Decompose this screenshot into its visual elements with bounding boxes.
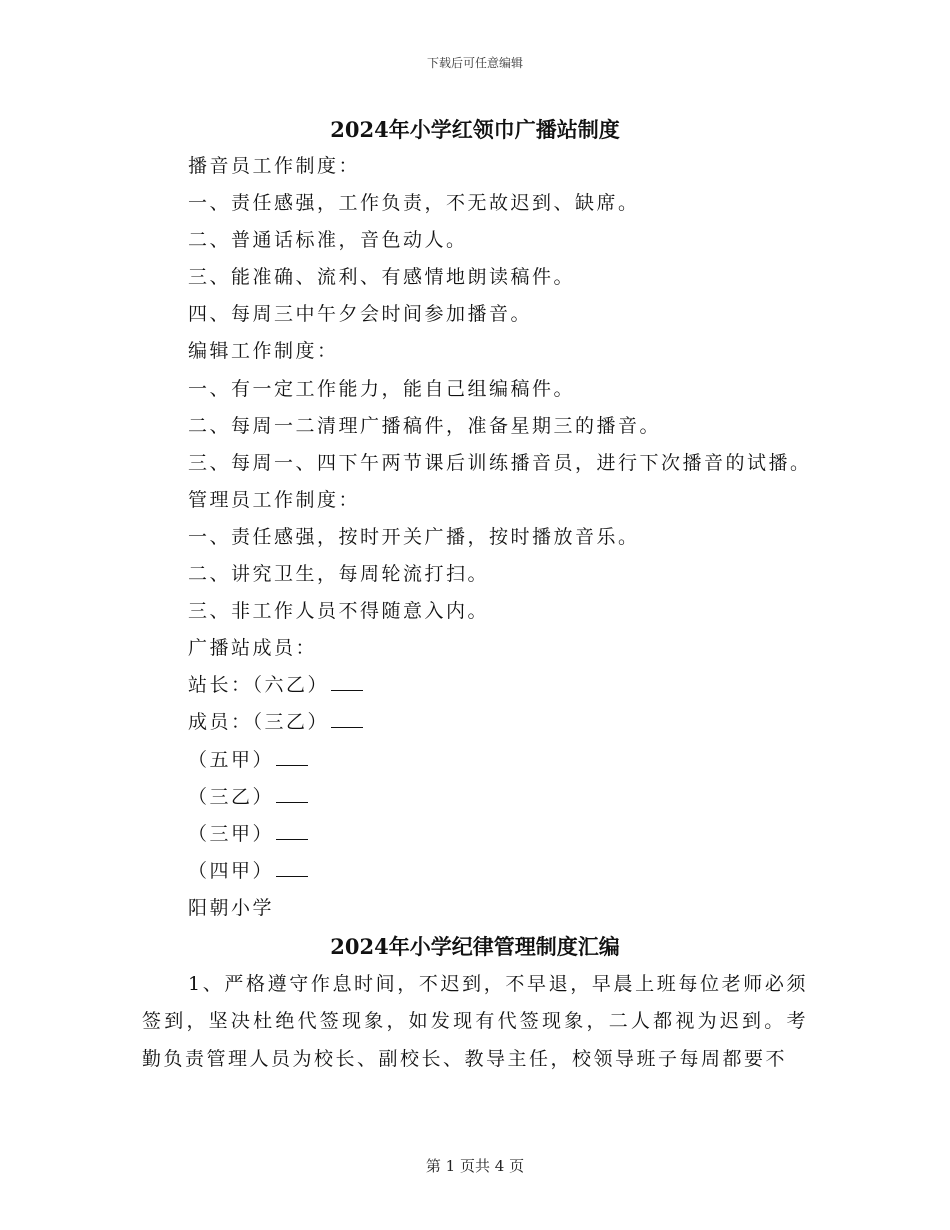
section-title-broadcast: 2024年小学红领巾广播站制度 [330,117,620,142]
page-footer: 第 1 页共 4 页 [425,1157,525,1175]
list-item: 一、责任感强，按时开关广播，按时播放音乐。 [188,525,640,548]
list-item: 二、普通话标准，音色动人。 [188,229,468,252]
list-item: 编辑工作制度： [188,340,339,363]
member-row [188,667,868,704]
member-label: （三甲） [188,822,275,845]
list-item: 一、责任感强，工作负责，不无故迟到、缺席。 [188,192,640,215]
broadcast-rules-list [188,148,868,927]
member-label: （三乙） [188,785,275,808]
list-item: 二、讲究卫生，每周轮流打扫。 [188,563,490,586]
list-item: 四、每周三中午夕会时间参加播音。 [188,303,533,326]
member-label: 站长：（六乙） [188,674,330,697]
list-item: 广播站成员： [188,637,318,660]
member-row [188,853,868,890]
blank-line [276,747,308,766]
list-item: 三、每周一、四下午两节课后训练播音员，进行下次播音的试播。 [188,451,812,474]
blank-line [331,672,363,691]
member-row [188,704,868,741]
discipline-paragraph: 1、严格遵守作息时间，不迟到，不早退，早晨上班每位老师必须签到，坚决杜绝代签现象，如发现有代签现象，二人都视为迟到。考勤负责管理人员为校长、副校长、教导主任，校领导班子每周都要不 [142,973,808,1070]
list-item: 一、有一定工作能力，能自己组编稿件。 [188,377,576,400]
blank-line [276,784,308,803]
header-note: 下载后可任意编辑 [426,56,523,70]
list-item: 三、能准确、流利、有感情地朗读稿件。 [188,266,576,289]
blank-line [276,821,308,840]
member-label: （五甲） [188,748,275,771]
list-item: 播音员工作制度： [188,155,361,177]
member-row [188,742,868,779]
section-title-discipline: 2024年小学纪律管理制度汇编 [330,934,620,959]
member-label: （四甲） [188,859,275,882]
list-item: 三、非工作人员不得随意入内。 [188,600,490,623]
school-name: 阳朝小学 [188,896,275,919]
blank-line [276,858,308,877]
list-item: 二、每周一二清理广播稿件，准备星期三的播音。 [188,414,662,437]
member-row [188,816,868,853]
member-row [188,779,868,816]
member-label: 成员：（三乙） [188,711,330,734]
list-item: 管理员工作制度： [188,488,361,511]
blank-line [331,709,363,728]
